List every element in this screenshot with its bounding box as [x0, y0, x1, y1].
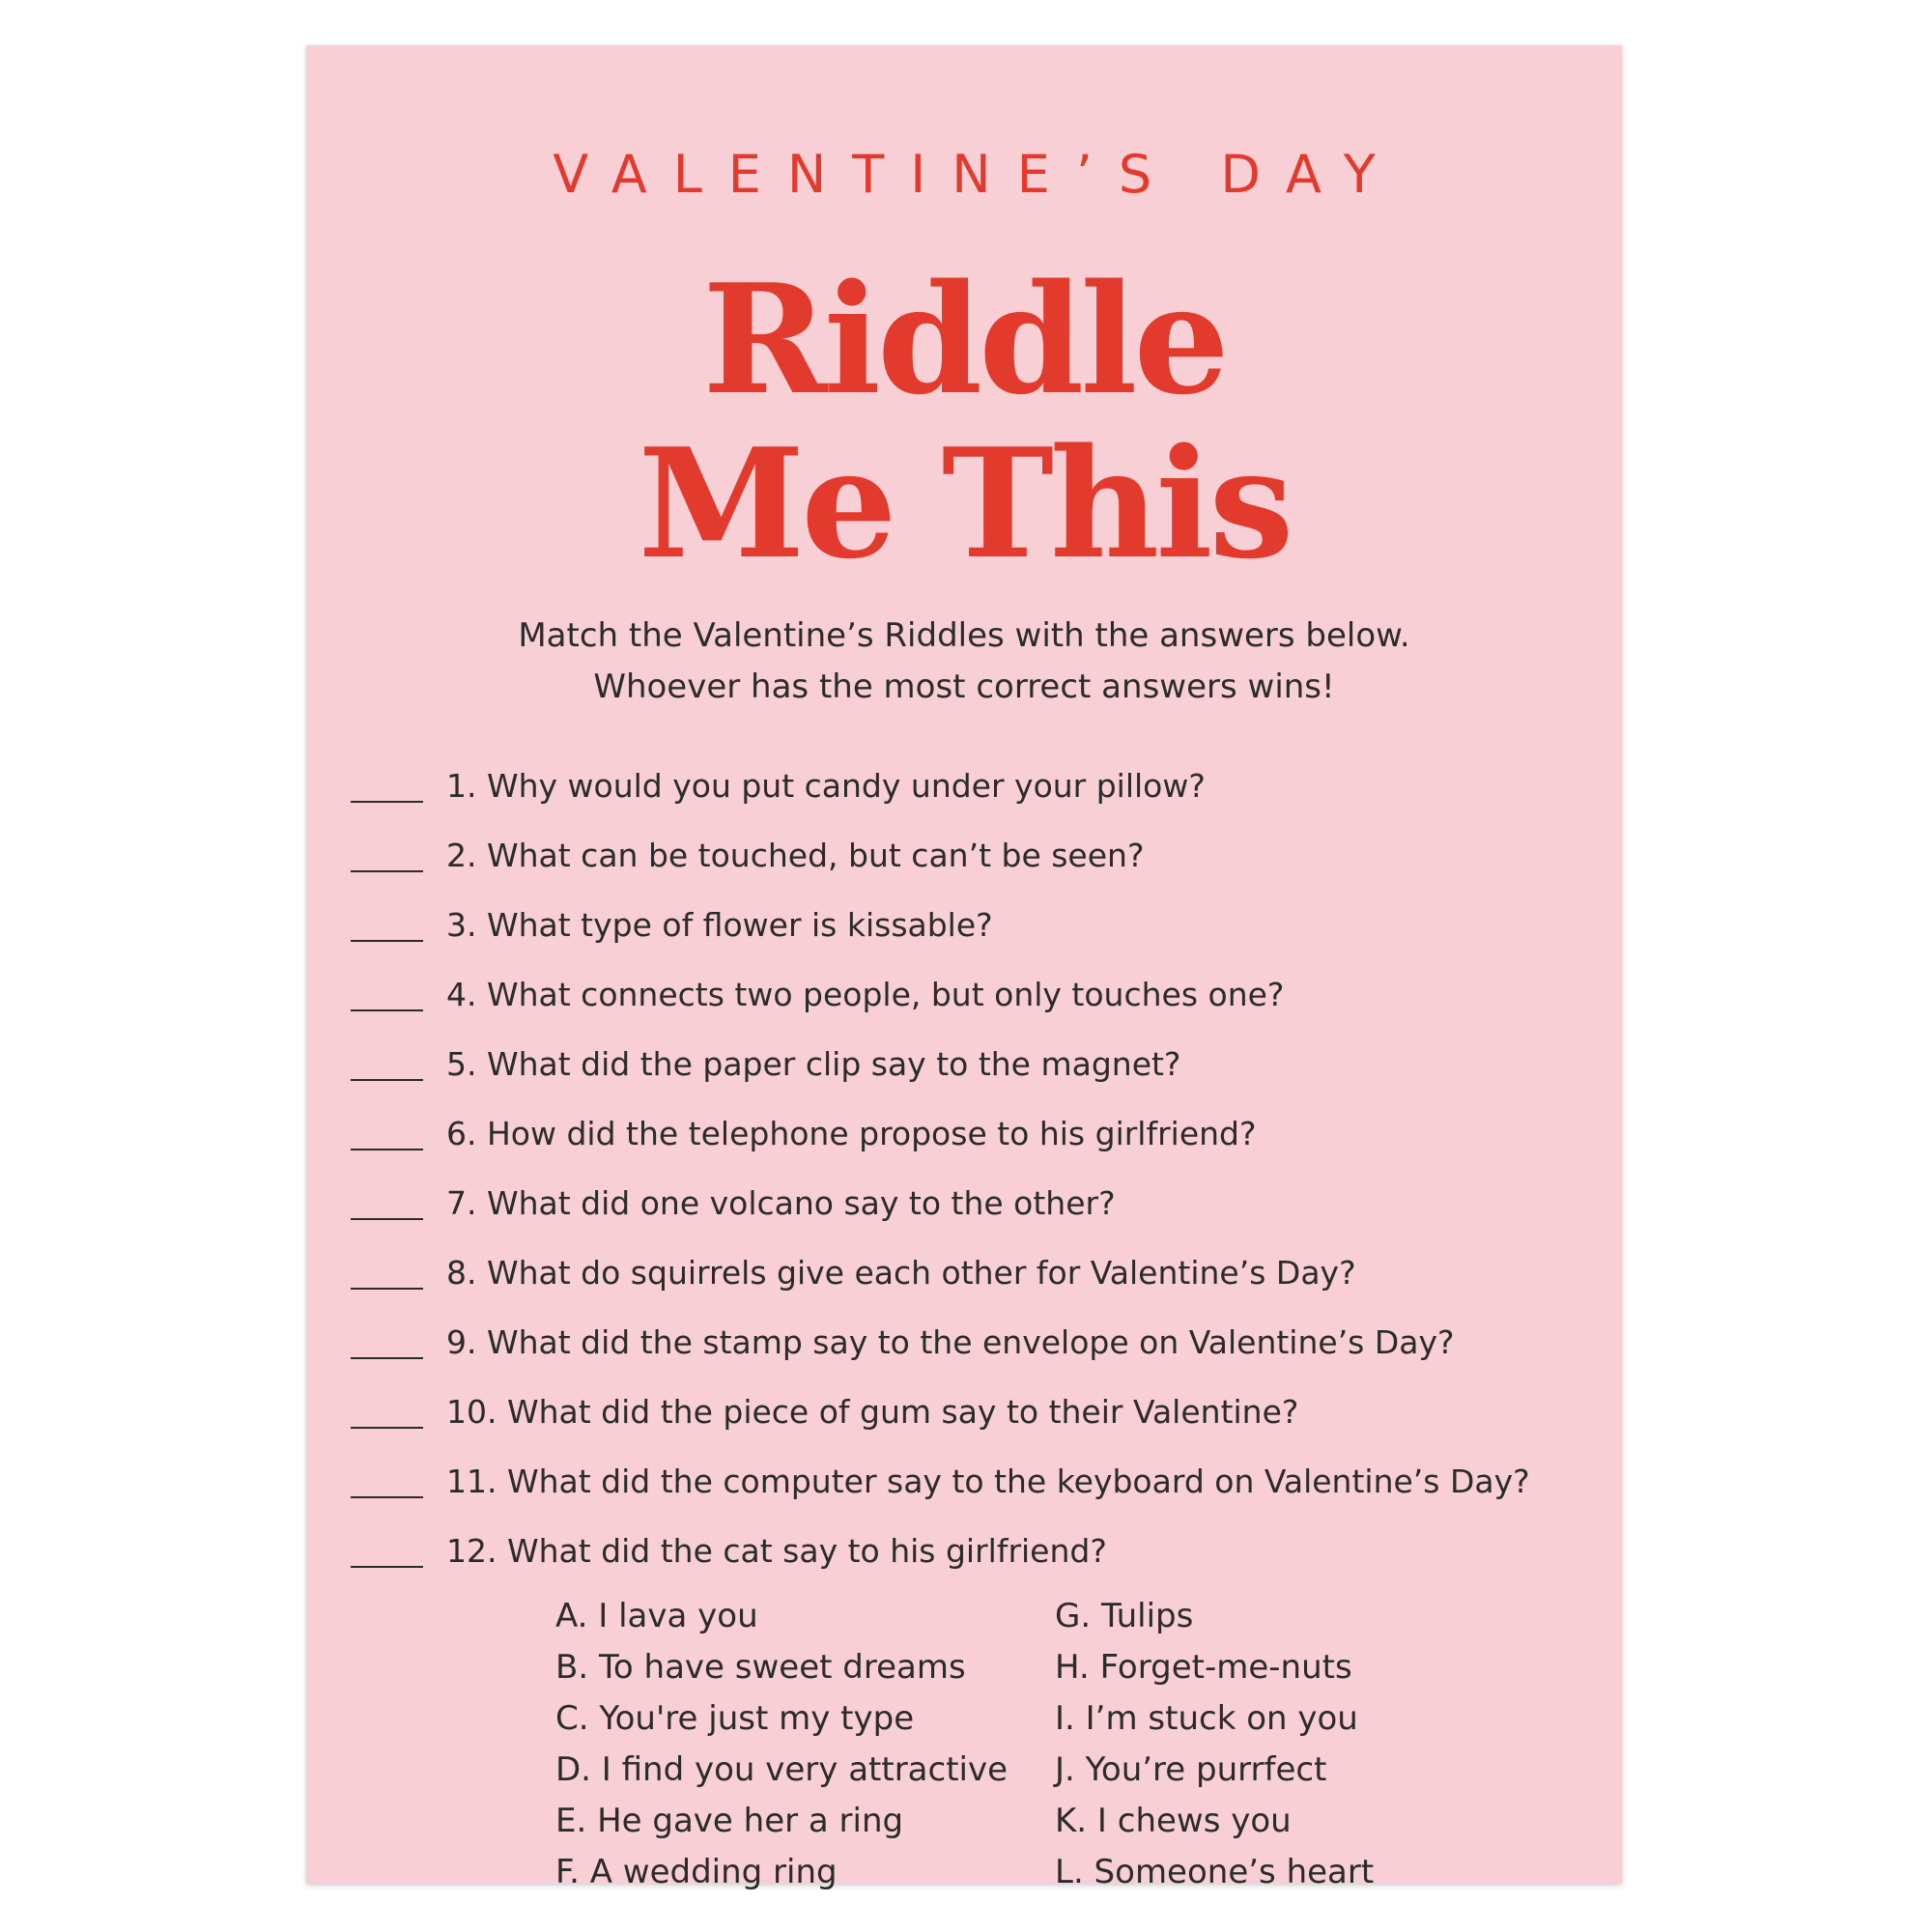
answer-blank[interactable]: [351, 1357, 423, 1359]
question-text: 11. What did the computer say to the keyboard on Valentine’s Day?: [446, 1462, 1530, 1500]
answer-option: B. To have sweet dreams: [555, 1648, 966, 1687]
answer-option: A. I lava you: [555, 1597, 758, 1635]
answer-blank[interactable]: [351, 801, 423, 803]
answer-blank[interactable]: [351, 1496, 423, 1498]
answer-column-right: [1055, 1591, 1374, 1898]
answer-blank[interactable]: [351, 1427, 423, 1429]
answer-blank[interactable]: [351, 1566, 423, 1568]
answer-blank[interactable]: [351, 1079, 423, 1081]
question-row: [351, 1237, 1606, 1307]
answer-option: K. I chews you: [1055, 1802, 1292, 1840]
answer-option: I. I’m stuck on you: [1055, 1699, 1358, 1738]
answer-option: E. He gave her a ring: [555, 1802, 904, 1840]
riddle-card: [306, 45, 1622, 1891]
instructions-line-2: Whoever has the most correct answers wins!: [593, 668, 1335, 706]
instructions-line-1: Match the Valentine’s Riddles with the answers below.: [518, 616, 1410, 655]
question-text: 3. What type of flower is kissable?: [446, 905, 993, 944]
answer-blank[interactable]: [351, 870, 423, 872]
eyebrow-heading: VALENTINE’S DAY: [553, 144, 1402, 205]
question-text: 9. What did the stamp say to the envelope on Valentine’s Day?: [446, 1322, 1455, 1361]
answer-option: L. Someone’s heart: [1055, 1853, 1375, 1891]
question-text: 2. What can be touched, but can’t be seen?: [446, 836, 1145, 874]
question-row: [351, 1098, 1606, 1168]
answer-blank[interactable]: [351, 940, 423, 942]
question-row: [351, 1307, 1606, 1377]
question-row: [351, 959, 1606, 1029]
question-text: 10. What did the piece of gum say to their Valentine?: [446, 1392, 1299, 1431]
answer-option: G. Tulips: [1055, 1597, 1194, 1635]
answer-blank[interactable]: [351, 1288, 423, 1290]
question-text: 1. Why would you put candy under your pillow?: [446, 766, 1206, 805]
answer-option: H. Forget-me-nuts: [1055, 1648, 1352, 1687]
title-line-1: Riddle: [702, 251, 1226, 428]
answer-blank[interactable]: [351, 1149, 423, 1151]
question-text: 7. What did one volcano say to the other?: [446, 1183, 1116, 1222]
question-row: [351, 1516, 1606, 1585]
question-row: [351, 1446, 1606, 1516]
question-row: [351, 1377, 1606, 1446]
question-row: [351, 751, 1606, 820]
question-row: [351, 820, 1606, 890]
question-text: 6. How did the telephone propose to his girlfriend?: [446, 1114, 1257, 1152]
answer-option: D. I find you very attractive: [555, 1750, 1009, 1789]
question-list: [351, 751, 1606, 1585]
answer-option: J. You’re purrfect: [1055, 1750, 1327, 1789]
question-row: [351, 1168, 1606, 1237]
answer-column-left: [555, 1591, 1008, 1898]
question-text: 4. What connects two people, but only touches one?: [446, 975, 1285, 1013]
instructions: [306, 611, 1622, 713]
title-line-2: Me This: [638, 415, 1291, 592]
question-row: [351, 890, 1606, 959]
answer-blank[interactable]: [351, 1218, 423, 1220]
question-text: 8. What do squirrels give each other for Valentine’s Day?: [446, 1253, 1356, 1292]
question-text: 12. What did the cat say to his girlfriend?: [446, 1531, 1107, 1570]
answer-blank[interactable]: [351, 1009, 423, 1011]
answer-option: C. You're just my type: [555, 1699, 915, 1738]
answer-option: F. A wedding ring: [555, 1853, 838, 1891]
question-text: 5. What did the paper clip say to the magnet?: [446, 1044, 1181, 1083]
question-row: [351, 1029, 1606, 1098]
